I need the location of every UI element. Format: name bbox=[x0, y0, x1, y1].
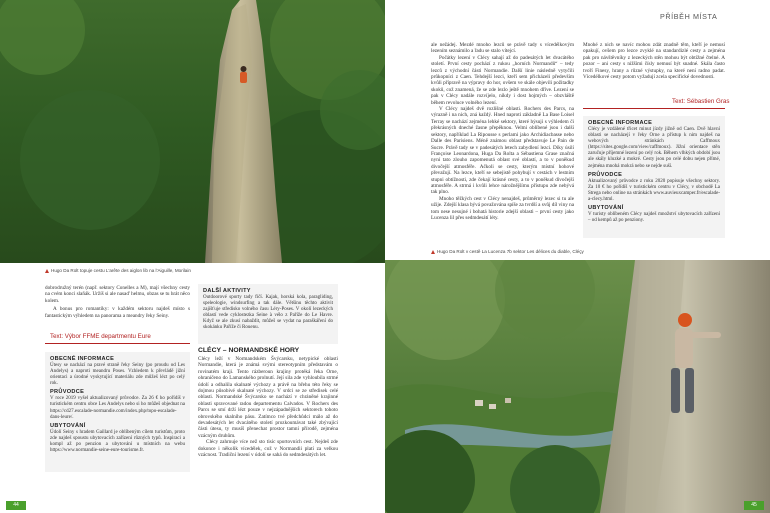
left-box-lodging-text: Údolí Seiny s hradem Gaillard je oblíbeným cílem turistům, proto zde najdeš spoustu ubytovacích zařízení různých typů. Inspiraci a kompl až po penzion a ubytování u místních na webu https://www.normandie-seine-eure-tourisme.fr. bbox=[50, 429, 185, 454]
right-col2 bbox=[583, 42, 725, 80]
left-info-box bbox=[45, 352, 190, 472]
page-number-left: 44 bbox=[6, 501, 26, 510]
credit-sebastien: Text: Sébastien Gras bbox=[672, 98, 730, 105]
left-photo-caption: Hugo Da Rolt topuje cestu L'arête des aiglon lib na l'Aiguille, Morilain bbox=[45, 268, 191, 273]
clecy-intro-text: Clécy leží v Normandském Švýcarsku, netypické oblasti Normandie, která je známá svými stereotypním představám o rovinatém kraji. Tento rázberoun krajiny protéká řeka Orne, ohraničeno do Lamanského prolnutí. Její sila zde vyhloubila strmé údolí a odhalila skalnaté výchozy a právě na břehu této řeky se dojmou působivé skalnaté výchozy. V srdci se ze středisek celé oblasti. Normandské Švýcarsko se nachází v chráněné krajinné oblasti spravované radou departementu Calvados. V Rochers des Parcs se smí drží lézt pouze v nejzápadnějších sektorech tohoto obrovského skalního pásu. Zatímco tvé předchůdci málo až do devadesátých let dvacátého století prozkoumávat také zbývající části útesu, ty musíš přenechat prostor tamní přírodě, zejména vzácným druhům. bbox=[198, 356, 338, 439]
right-box-lodging-text: V turisty oblíbeném Clécy najdeš množství ubytovacích zařízení – od kempů až po penziony. bbox=[588, 212, 720, 224]
right-col1-p3: V Clécy najdeš dvě rozlišné oblasti. Rochers des Parcs, na výrazně i na nich, zná každý. Hned naproti základně La Base Loisel Terray se nachází zejména lehké sektory, které hýsuji s výhledem či překrásných dneché žasne přepěknou. Velmi oblíbené jsou i další sektory, například La Ripousse s perlami jako Archidiacbasse nebo Dalle des Parisiens. Méně známou oblast představuje Le Pain de Sucre. Právě tady se v padesátých letech zabydlení lezci. Díky úsilí Françoise Leonardona, Huga Da Rolta a Sébastiena Grase značná nyní tato zlouho zapomenutá oblast své oblastí, a to v poněkud divočejší atmosféře. Ačkoli se cesty, kterým místní hohové převažují. Na lezce, kteří se sebejistě pohybují v cestách v lestním stupni obtížnosti, zde čekají krásné cesty, a to v poněkud divočejší atmosféře. A strmá i kvůli lehce nárožnějšímu přístupu zde nebývá tak plno. bbox=[431, 106, 574, 196]
left-box-general-heading: OBECNÉ INFORMACE bbox=[50, 356, 115, 362]
caption-marker-icon bbox=[45, 269, 49, 273]
left-col2 bbox=[198, 347, 338, 459]
other-activities-text: Outdoorové sporty tady fičí. Kajak, horská kola, paragliding, speleologie, windsurfing a tak dále. Většinu těchto aktivit zajišťuje středisko volného času Léry-Poses. V okolí lezeckých oblastí vede cyklostezka Seine à vélo z Pařížе do Le Havre. Když se ale zkusí nabaždit, můžeš se vydat na paraškáření do skokánku Pařížе či Rouenu. bbox=[203, 295, 333, 331]
right-box-general-text: Clécy je vzdálené třicet minut jízdy jižně od Caen. Dvě hlavní oblasti se nacházejí v řeky Orne a přístup k nim najdeš na webových stránkách Caffmoux (https://sites.google.com/view/caffmoux). Jižní orientace stěn zaručuje příjemné lezení po celý rok. Během vlhkých období jsou ale skály kluzké a mokré. Cesty jsou po celé dobu nejen přímé, zejména mnohá mokrá nebo se nejde suší. bbox=[588, 127, 720, 169]
credit-sebastien-rule bbox=[583, 108, 725, 109]
page-number-right: 45 bbox=[744, 501, 764, 510]
left-box-lodging-heading: UBYTOVÁNÍ bbox=[50, 422, 86, 429]
right-col1-p4: Mnoho těžkých cest v Clécy nenajdeš, průměrný lezec si tu ale užije. Zdejší klasa bývá považována spíše za tvrdší a svůj díl viny na tom nese nesujné i bohatá historie zdejší oblasti – první cesty jako Lucenza lil přes sedmdesátí léty. bbox=[431, 195, 574, 221]
left-box-guide-heading: PRŮVODCE bbox=[50, 389, 85, 396]
clecy-section-title: CLÉCY – NORMANDSKÉ HORY bbox=[198, 347, 300, 354]
climber-valley-photo bbox=[385, 260, 770, 513]
right-box-general-heading: OBECNÉ INFORMACE bbox=[588, 120, 653, 126]
right-box-guide-heading: PRŮVODCE bbox=[588, 171, 623, 178]
right-box-guide-text: Aktualizovaný průvodce z roku 2020 popisuje všechny sektory. Za 10 € ho pořídíš v turistickém centru v Clécy, v obchodě La Strega nebo online na stránkách www.auvieuxcamper.fr/escalade-a-clecy.html. bbox=[588, 178, 720, 202]
climber-pillar-photo bbox=[0, 0, 385, 263]
other-activities-heading: DALŠÍ AKTIVITY bbox=[203, 288, 251, 294]
right-col1 bbox=[431, 42, 574, 221]
left-col1-arrival: A bonus pro romantiky: v každém sektoru najdeš místo s fantastickým výhledem na panorama a meandry řeky Seiny. bbox=[45, 306, 190, 319]
left-col1-intro: dobrodružný terén (např. sektory Conelles a M), mají všechny cesty na cvém konci slaňák. Uržíš si ale nasad' helmu, obzas se tu hrát něco kolem. bbox=[45, 285, 190, 304]
right-col2-p1: Mnohé z nich se navíc mohou zdát znadně těm, kteří je nemusí opakují, ovšem pro lezce zvyklé na standardizlé cesty a zejména pak pro návštěvníky z lezeckých stěn mohou být obtížné čtelné. A pozor – ani cesty s nižšími čísly nemusí být snadné. Skála často tvoří Finesy, hrany a různé výstupky, na které není radno padat. Vícedélkové cesty potom vyžadují zcela specifické dovednosti. bbox=[583, 42, 725, 81]
credit-ffme-rule bbox=[45, 343, 190, 344]
left-box-guide-text: V roce 2019 vyšel aktualizovaný průvodce. Za 26 € ho pořídíš v turistickém centru obce Les Andelys nebo si ho můžeš objednat na https://cd27.escalade-normandie.com/index.php/topo-escalade-dans-leure/. bbox=[50, 396, 185, 420]
left-col1 bbox=[45, 285, 190, 319]
left-box-general-text: Útesy se nachází na pravé straně řeky Seiny (po proudu od Les Andelys) a naproti meandru Poses. Vzhledem k převládě jižní orientaci a úrodné vyskytující materiálu zde můžeš lézt po celý rok. bbox=[50, 363, 185, 387]
credit-ffme: Text: Výbor FFME departmentu Eure bbox=[50, 333, 151, 340]
left-top-photo bbox=[0, 0, 385, 263]
section-header: PŘÍBĚH MÍSTA bbox=[660, 12, 718, 21]
right-col1-p1: ale nežádej. Mezdé mnoho lezců se právě tady s vícedélkovým lezením seznámilo a řadu se stalo vítejcí. bbox=[431, 42, 574, 55]
right-photo-caption: Hugo Da Rolt v cestě La Lucenza 7b sektor Les délices du diable, Cléçy bbox=[431, 249, 584, 254]
clecy-routes-text: Clécy zahrnuje více než sto tisíc sportovních cest. Nejdeš zde dokonce i několik vícedélek, což v Normandii platí za velkou vzácnost. Tradiční lezení v údolí se sahá do sedmdesátých let. bbox=[198, 439, 338, 459]
right-info-box bbox=[583, 116, 725, 238]
right-box-lodging-heading: UBYTOVÁNÍ bbox=[588, 205, 624, 212]
right-bottom-photo bbox=[385, 260, 770, 513]
climber-figure bbox=[240, 72, 247, 83]
right-col1-p2: Počátky lezení v Clécy sahají až do padesátých let dvacátého století. První cesty pochází z rukou „horních Normandů“ – tedy lezců z východní části Normandie. Další linie následně vytyčili průkopníci z Caen. Tehdejší lezci, kteří sem přicházeli především kvůli přípravě na výpravy do hor, ovšem ve skále objevili požitadky skoků, což znamená, že se zde lezlo ještě mnohem dříve. Lezení se pak v Clécy nadále rozvíjelo, nikdy i dost hojmých – obzvláště během revoluce volného lezení. bbox=[431, 54, 574, 106]
caption-marker-icon bbox=[431, 250, 435, 254]
left-other-box bbox=[198, 284, 338, 344]
